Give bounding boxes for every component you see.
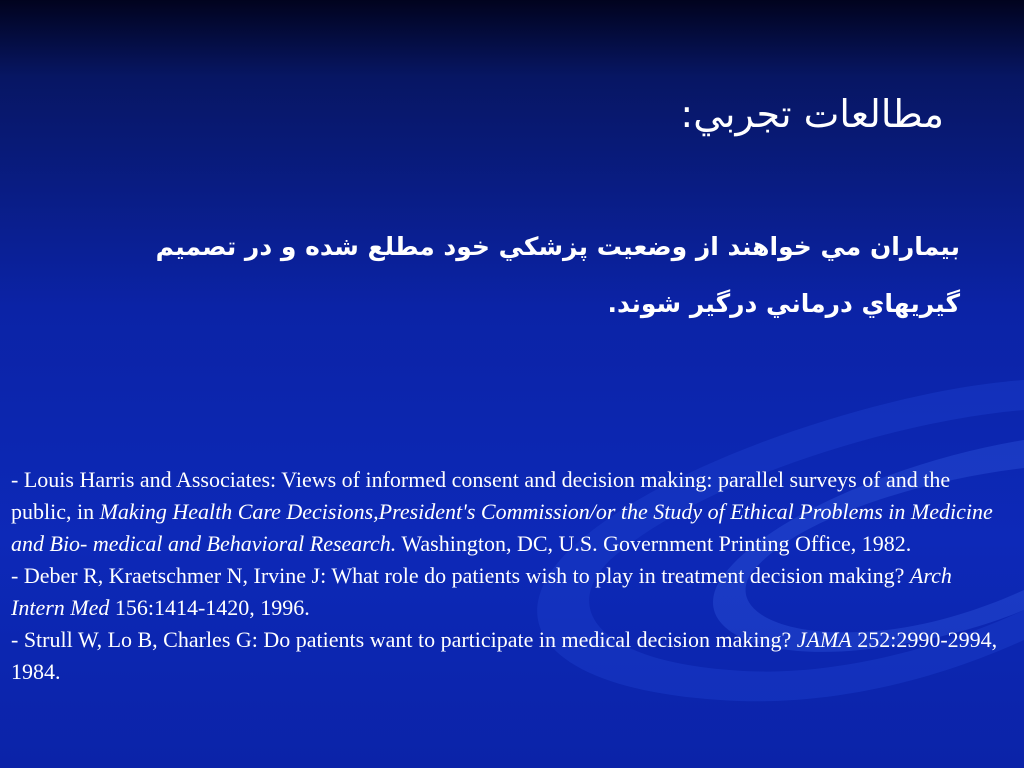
reference-source: JAMA (796, 627, 852, 652)
reference-publication: 252:2990-2994, 1984. (11, 627, 998, 684)
reference-publication: 156:1414-1420, 1996. (109, 595, 310, 620)
reference-item (11, 560, 1001, 624)
reference-source: Making Health Care Decisions,President's Commission/or the Study of Ethical Problems in Medicine and Bio- medical and Behavioral Research. (11, 499, 993, 556)
reference-item (11, 464, 1001, 560)
reference-item (11, 624, 1001, 688)
references-list (11, 464, 1001, 688)
reference-text: - Deber R, Kraetschmer N, Irvine J: What role do patients wish to play in treatment decision making? (11, 563, 910, 588)
reference-source: Arch Intern Med (11, 563, 952, 620)
reference-publication: Washington, DC, U.S. Government Printing Office, 1982. (396, 531, 912, 556)
slide-subtitle: بيماران مي خواهند از وضعيت پزشكي خود مطلع شده و در تصميم گيريهاي درماني درگير شوند. (155, 232, 960, 318)
reference-text: - Strull W, Lo B, Charles G: Do patients want to participate in medical decision making? (11, 627, 797, 652)
reference-text: - Louis Harris and Associates: Views of informed consent and decision making: parallel surveys of and the public, in (11, 467, 951, 524)
slide-title: مطالعات تجربي: (680, 92, 944, 136)
